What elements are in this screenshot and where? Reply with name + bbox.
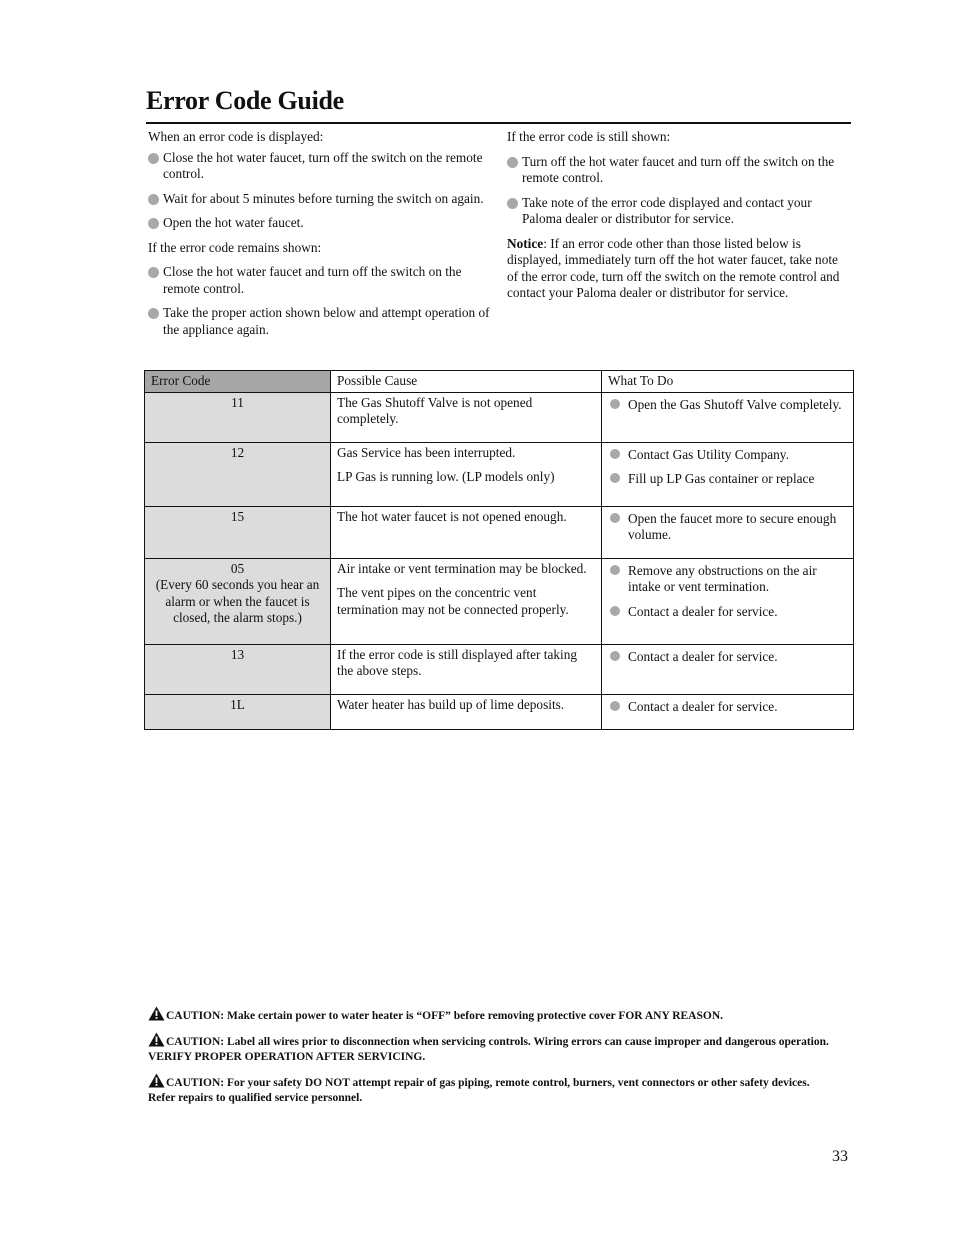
bullet-icon [148,308,159,319]
list-item: Contact a dealer for service. [608,649,847,666]
bullet-icon [610,449,620,459]
list-item: Contact Gas Utility Company. [608,447,847,464]
error-code-cell: 11 [145,392,331,442]
caution-note: CAUTION: Make certain power to water heater is “OFF” before removing protective cover FOR ANY REASON. [148,1006,838,1024]
notice-label: Notice [507,235,544,251]
action-cell [602,694,854,730]
table-row [145,644,854,694]
bullet-icon [610,473,620,483]
error-code-cell: 1L [145,694,331,730]
left-instructions [148,129,493,346]
cause-cell: Air intake or vent termination may be blocked. The vent pipes on the concentric vent termination may not be connected properly. [331,558,602,644]
action-cell [602,506,854,558]
action-cell [602,558,854,644]
header-what-to-do: What To Do [602,371,854,393]
notice-text: : If an error code other than those listed below is displayed, immediately turn off the hot water faucet, take note of the error code, turn off the switch on the remote control and contact your Paloma dealer or distributor for service. [507,235,840,300]
warning-triangle-icon [148,1073,165,1088]
list-item: Close the hot water faucet, turn off the switch on the remote control. [148,150,493,183]
list-item: Take the proper action shown below and attempt operation of the appliance again. [148,305,493,338]
list-item: Turn off the hot water faucet and turn off the switch on the remote control. [507,154,847,187]
caution-note: CAUTION: For your safety DO NOT attempt repair of gas piping, remote control, burners, vent connectors or other safety devices. Refer repairs to qualified service personnel. [148,1073,838,1106]
cause-cell: The hot water faucet is not opened enough. [331,506,602,558]
bullet-icon [610,651,620,661]
cause-cell: Gas Service has been interrupted. LP Gas is running low. (LP models only) [331,442,602,506]
error-code-cell: 15 [145,506,331,558]
table-row [145,506,854,558]
bullet-icon [610,606,620,616]
notice-paragraph [507,236,847,302]
warning-triangle-icon [148,1006,165,1021]
warning-triangle-icon [148,1032,165,1047]
bullet-icon [148,153,159,164]
remains-text: If the error code remains shown: [148,239,322,255]
intro-text: When an error code is displayed: [148,129,324,144]
cause-cell: Water heater has build up of lime deposits. [331,694,602,730]
list-item: Wait for about 5 minutes before turning the switch on again. [148,191,493,208]
right-instructions [507,129,847,310]
error-code-note: (Every 60 seconds you hear an alarm or when the faucet is closed, the alarm stops.) [155,577,320,625]
cause-cell: If the error code is still displayed after taking the above steps. [331,644,602,694]
still-shown-text: If the error code is still shown: [507,129,671,144]
table-row [145,392,854,442]
list-item: Fill up LP Gas container or replace [608,471,847,488]
page-title: Error Code Guide [146,86,344,115]
bullet-icon [507,198,518,209]
list-item: Contact a dealer for service. [608,699,847,716]
bullet-icon [610,399,620,409]
action-cell [602,442,854,506]
list-item: Open the Gas Shutoff Valve completely. [608,397,847,414]
list-item: Take note of the error code displayed and contact your Paloma dealer or distributor for service. [507,195,847,228]
action-cell [602,392,854,442]
page-number: 33 [832,1148,848,1165]
error-code-table [144,370,854,730]
bullet-icon [148,194,159,205]
table-row [145,694,854,730]
header-error-code: Error Code [145,371,331,393]
bullet-icon [507,157,518,168]
bullet-icon [610,513,620,523]
title-rule [146,122,851,124]
table-header-row [145,371,854,393]
table-row [145,558,854,644]
error-code-cell: 05 (Every 60 seconds you hear an alarm or when the faucet is closed, the alarm stops.) [145,558,331,644]
bullet-icon [148,267,159,278]
error-code-cell: 12 [145,442,331,506]
bullet-icon [610,701,620,711]
list-item: Close the hot water faucet and turn off the switch on the remote control. [148,264,493,297]
action-cell [602,644,854,694]
bullet-icon [148,218,159,229]
list-item: Remove any obstructions on the air intake or vent termination. [608,563,847,596]
list-item: Open the faucet more to secure enough volume. [608,511,847,544]
list-item: Open the hot water faucet. [148,215,493,232]
list-item: Contact a dealer for service. [608,604,847,621]
cause-cell: The Gas Shutoff Valve is not opened completely. [331,392,602,442]
caution-note: CAUTION: Label all wires prior to disconnection when servicing controls. Wiring errors can cause improper and dangerous operation. VERIFY PROPER OPERATION AFTER SERVICING. [148,1032,838,1065]
bullet-icon [610,565,620,575]
error-code-cell: 13 [145,644,331,694]
table-row [145,442,854,506]
header-possible-cause: Possible Cause [331,371,602,393]
